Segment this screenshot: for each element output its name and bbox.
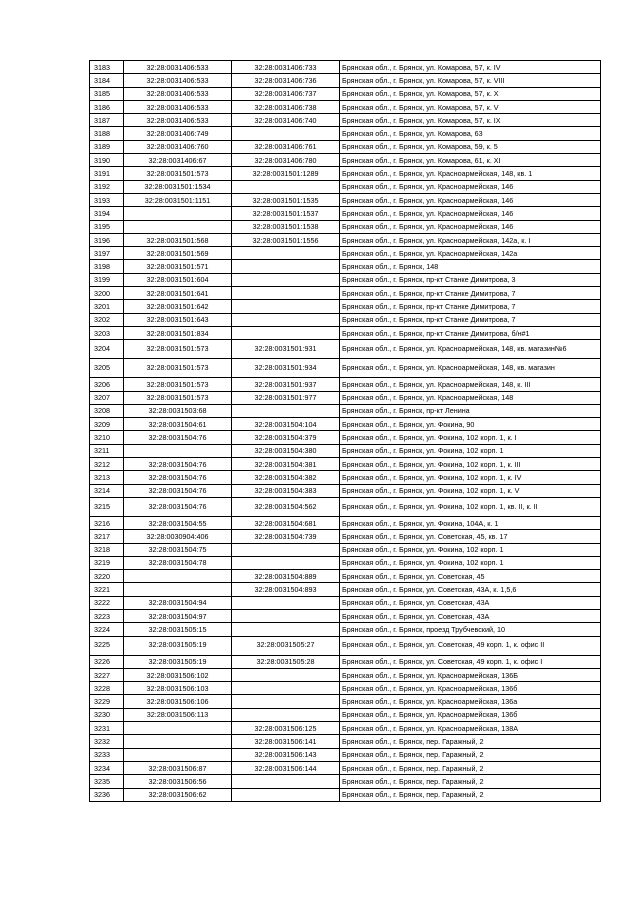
- address-cell: Брянская обл., г. Брянск, ул. Советская, 43А, к. 1,5,6: [340, 583, 601, 596]
- address-cell: Брянская обл., г. Брянск, ул. Фокина, 102 корп. 1, к. V: [340, 484, 601, 497]
- cadastral-number-cell: 32:28:0031501:1556: [232, 233, 340, 246]
- row-number-cell: 3191: [90, 167, 124, 180]
- parent-cadastral-number-cell: [124, 748, 232, 761]
- address-cell: Брянская обл., г. Брянск, ул. Советская, 43А: [340, 609, 601, 622]
- address-cell: Брянская обл., г. Брянск, пр-кт Ленина: [340, 404, 601, 417]
- address-cell: Брянская обл., г. Брянск, ул. Красноармейская, 136б: [340, 682, 601, 695]
- row-number-cell: 3216: [90, 516, 124, 529]
- address-cell: Брянская обл., г. Брянск, ул. Фокина, 102 корп. 1, к. I: [340, 431, 601, 444]
- table-row: [90, 167, 601, 180]
- cadastral-number-cell: 32:28:0031505:28: [232, 655, 340, 668]
- table-row: [90, 273, 601, 286]
- address-cell: Брянская обл., г. Брянск, ул. Красноармейская, 136б: [340, 708, 601, 721]
- address-cell: Брянская обл., г. Брянск, ул. Советская, 45, кв. 17: [340, 530, 601, 543]
- table-row: [90, 74, 601, 87]
- table-row: [90, 735, 601, 748]
- parent-cadastral-number-cell: 32:28:0031506:103: [124, 682, 232, 695]
- cadastral-number-cell: [232, 609, 340, 622]
- table-row: [90, 748, 601, 761]
- row-number-cell: 3229: [90, 695, 124, 708]
- parent-cadastral-number-cell: 32:28:0031501:642: [124, 300, 232, 313]
- address-cell: Брянская обл., г. Брянск, ул. Советская, 45: [340, 570, 601, 583]
- table-row: [90, 682, 601, 695]
- row-number-cell: 3194: [90, 207, 124, 220]
- cadastral-number-cell: 32:28:0031504:739: [232, 530, 340, 543]
- address-cell: Брянская обл., г. Брянск, ул. Комарова, 57, к. X: [340, 87, 601, 100]
- address-cell: Брянская обл., г. Брянск, ул. Фокина, 104А, к. 1: [340, 516, 601, 529]
- cadastral-number-cell: [232, 695, 340, 708]
- cadastral-number-cell: 32:28:0031501:1535: [232, 193, 340, 206]
- table-row: [90, 497, 601, 516]
- row-number-cell: 3220: [90, 570, 124, 583]
- row-number-cell: 3236: [90, 788, 124, 801]
- parent-cadastral-number-cell: 32:28:0031506:113: [124, 708, 232, 721]
- table-row: [90, 431, 601, 444]
- cadastral-number-cell: [232, 127, 340, 140]
- address-cell: Брянская обл., г. Брянск, ул. Красноармейская, 148, кв. магазин№6: [340, 340, 601, 359]
- cadastral-number-cell: 32:28:0031504:379: [232, 431, 340, 444]
- parent-cadastral-number-cell: 32:28:0031504:78: [124, 556, 232, 569]
- address-cell: Брянская обл., г. Брянск, ул. Красноармейская, 146: [340, 180, 601, 193]
- row-number-cell: 3233: [90, 748, 124, 761]
- address-cell: Брянская обл., г. Брянск, ул. Красноармейская, 146: [340, 207, 601, 220]
- row-number-cell: 3212: [90, 458, 124, 471]
- address-cell: Брянская обл., г. Брянск, проезд Трубчевский, 10: [340, 623, 601, 636]
- row-number-cell: 3230: [90, 708, 124, 721]
- address-cell: Брянская обл., г. Брянск, ул. Советская, 49 корп. 1, к. офис II: [340, 636, 601, 655]
- table-row: [90, 471, 601, 484]
- table-row: [90, 543, 601, 556]
- address-cell: Брянская обл., г. Брянск, пер. Гаражный, 2: [340, 735, 601, 748]
- parent-cadastral-number-cell: 32:28:0031504:97: [124, 609, 232, 622]
- table-row: [90, 556, 601, 569]
- cadastral-number-cell: 32:28:0031504:889: [232, 570, 340, 583]
- cadastral-number-cell: [232, 260, 340, 273]
- parent-cadastral-number-cell: [124, 207, 232, 220]
- address-cell: Брянская обл., г. Брянск, пр-кт Станке Димитрова, 7: [340, 313, 601, 326]
- row-number-cell: 3224: [90, 623, 124, 636]
- parent-cadastral-number-cell: 32:28:0031406:533: [124, 100, 232, 113]
- cadastral-number-cell: 32:28:0031506:144: [232, 761, 340, 774]
- row-number-cell: 3219: [90, 556, 124, 569]
- table-row: [90, 655, 601, 668]
- address-cell: Брянская обл., г. Брянск, 148: [340, 260, 601, 273]
- row-number-cell: 3190: [90, 154, 124, 167]
- parent-cadastral-number-cell: 32:28:0031506:62: [124, 788, 232, 801]
- row-number-cell: 3183: [90, 61, 124, 74]
- cadastral-number-cell: [232, 708, 340, 721]
- table-row: [90, 100, 601, 113]
- parent-cadastral-number-cell: 32:28:0031501:1151: [124, 193, 232, 206]
- address-cell: Брянская обл., г. Брянск, ул. Красноармейская, 136а: [340, 695, 601, 708]
- parent-cadastral-number-cell: 32:28:0031501:643: [124, 313, 232, 326]
- parent-cadastral-number-cell: 32:28:0031505:19: [124, 655, 232, 668]
- table-row: [90, 359, 601, 378]
- parent-cadastral-number-cell: [124, 570, 232, 583]
- cadastral-number-cell: [232, 596, 340, 609]
- parent-cadastral-number-cell: [124, 735, 232, 748]
- row-number-cell: 3227: [90, 668, 124, 681]
- cadastral-number-cell: 32:28:0031504:383: [232, 484, 340, 497]
- row-number-cell: 3198: [90, 260, 124, 273]
- address-cell: Брянская обл., г. Брянск, ул. Фокина, 102 корп. 1, кв. II, к. II: [340, 497, 601, 516]
- cadastral-number-cell: 32:28:0031406:780: [232, 154, 340, 167]
- parent-cadastral-number-cell: 32:28:0031501:604: [124, 273, 232, 286]
- address-cell: Брянская обл., г. Брянск, ул. Фокина, 90: [340, 418, 601, 431]
- address-cell: Брянская обл., г. Брянск, ул. Комарова, 57, к. VIII: [340, 74, 601, 87]
- cadastral-number-cell: 32:28:0031506:125: [232, 722, 340, 735]
- address-cell: Брянская обл., г. Брянск, ул. Советская, 49 корп. 1, к. офис I: [340, 655, 601, 668]
- table-row: [90, 775, 601, 788]
- parent-cadastral-number-cell: 32:28:0031504:61: [124, 418, 232, 431]
- parent-cadastral-number-cell: [124, 722, 232, 735]
- parent-cadastral-number-cell: 32:28:0031406:533: [124, 61, 232, 74]
- parent-cadastral-number-cell: 32:28:0031501:571: [124, 260, 232, 273]
- address-cell: Брянская обл., г. Брянск, пер. Гаражный, 2: [340, 788, 601, 801]
- table-row: [90, 180, 601, 193]
- table-row: [90, 140, 601, 153]
- table-row: [90, 444, 601, 457]
- cadastral-number-cell: 32:28:0031501:937: [232, 378, 340, 391]
- cadastral-number-cell: [232, 543, 340, 556]
- parent-cadastral-number-cell: 32:28:0031505:15: [124, 623, 232, 636]
- table-row: [90, 788, 601, 801]
- cadastral-number-cell: [232, 313, 340, 326]
- cadastral-number-cell: 32:28:0031501:977: [232, 391, 340, 404]
- address-cell: Брянская обл., г. Брянск, ул. Комарова, 57, к. IV: [340, 61, 601, 74]
- parent-cadastral-number-cell: 32:28:0031406:67: [124, 154, 232, 167]
- row-number-cell: 3211: [90, 444, 124, 457]
- parent-cadastral-number-cell: 32:28:0031501:834: [124, 326, 232, 339]
- parent-cadastral-number-cell: 32:28:0031501:573: [124, 167, 232, 180]
- table-row: [90, 722, 601, 735]
- parent-cadastral-number-cell: 32:28:0031504:76: [124, 497, 232, 516]
- cadastral-number-cell: [232, 556, 340, 569]
- row-number-cell: 3203: [90, 326, 124, 339]
- address-cell: Брянская обл., г. Брянск, ул. Комарова, 61, к. XI: [340, 154, 601, 167]
- table-row: [90, 708, 601, 721]
- table-row: [90, 378, 601, 391]
- address-cell: Брянская обл., г. Брянск, пер. Гаражный, 2: [340, 761, 601, 774]
- cadastral-number-cell: 32:28:0031406:738: [232, 100, 340, 113]
- cadastral-number-cell: [232, 287, 340, 300]
- address-cell: Брянская обл., г. Брянск, пр-кт Станке Димитрова, б/н#1: [340, 326, 601, 339]
- table-row: [90, 340, 601, 359]
- parent-cadastral-number-cell: 32:28:0031501:569: [124, 247, 232, 260]
- cadastral-number-cell: 32:28:0031501:934: [232, 359, 340, 378]
- address-cell: Брянская обл., г. Брянск, ул. Красноармейская, 148, кв. магазин: [340, 359, 601, 378]
- address-cell: Брянская обл., г. Брянск, ул. Красноармейская, 138А: [340, 722, 601, 735]
- address-cell: Брянская обл., г. Брянск, ул. Фокина, 102 корп. 1: [340, 444, 601, 457]
- cadastral-number-cell: 32:28:0031504:104: [232, 418, 340, 431]
- row-number-cell: 3228: [90, 682, 124, 695]
- row-number-cell: 3210: [90, 431, 124, 444]
- row-number-cell: 3222: [90, 596, 124, 609]
- address-cell: Брянская обл., г. Брянск, ул. Фокина, 102 корп. 1, к. III: [340, 458, 601, 471]
- cadastral-number-cell: 32:28:0031504:681: [232, 516, 340, 529]
- parent-cadastral-number-cell: 32:28:0031506:102: [124, 668, 232, 681]
- row-number-cell: 3196: [90, 233, 124, 246]
- cadastral-number-cell: [232, 775, 340, 788]
- parent-cadastral-number-cell: 32:28:0031501:573: [124, 340, 232, 359]
- cadastral-number-cell: 32:28:0031504:893: [232, 583, 340, 596]
- parent-cadastral-number-cell: 32:28:0031505:19: [124, 636, 232, 655]
- cadastral-number-cell: 32:28:0031504:382: [232, 471, 340, 484]
- parent-cadastral-number-cell: 32:28:0031506:56: [124, 775, 232, 788]
- table-row: [90, 193, 601, 206]
- parent-cadastral-number-cell: 32:28:0030904:406: [124, 530, 232, 543]
- table-row: [90, 458, 601, 471]
- cadastral-number-cell: 32:28:0031501:1537: [232, 207, 340, 220]
- row-number-cell: 3204: [90, 340, 124, 359]
- table-body: [90, 61, 601, 802]
- table-row: [90, 404, 601, 417]
- row-number-cell: 3218: [90, 543, 124, 556]
- cadastral-number-cell: 32:28:0031406:737: [232, 87, 340, 100]
- row-number-cell: 3235: [90, 775, 124, 788]
- table-row: [90, 247, 601, 260]
- table-row: [90, 530, 601, 543]
- row-number-cell: 3225: [90, 636, 124, 655]
- cadastral-number-cell: 32:28:0031506:141: [232, 735, 340, 748]
- parent-cadastral-number-cell: 32:28:0031406:533: [124, 114, 232, 127]
- row-number-cell: 3234: [90, 761, 124, 774]
- row-number-cell: 3200: [90, 287, 124, 300]
- parent-cadastral-number-cell: 32:28:0031504:76: [124, 471, 232, 484]
- row-number-cell: 3214: [90, 484, 124, 497]
- table-row: [90, 609, 601, 622]
- address-cell: Брянская обл., г. Брянск, ул. Красноармейская, 136Б: [340, 668, 601, 681]
- cadastral-number-cell: [232, 788, 340, 801]
- row-number-cell: 3207: [90, 391, 124, 404]
- parent-cadastral-number-cell: [124, 220, 232, 233]
- row-number-cell: 3226: [90, 655, 124, 668]
- row-number-cell: 3205: [90, 359, 124, 378]
- cadastral-number-cell: 32:28:0031501:1538: [232, 220, 340, 233]
- table-row: [90, 260, 601, 273]
- row-number-cell: 3209: [90, 418, 124, 431]
- cadastral-number-cell: 32:28:0031504:381: [232, 458, 340, 471]
- address-cell: Брянская обл., г. Брянск, ул. Фокина, 102 корп. 1, к. IV: [340, 471, 601, 484]
- row-number-cell: 3221: [90, 583, 124, 596]
- parent-cadastral-number-cell: 32:28:0031406:760: [124, 140, 232, 153]
- table-row: [90, 300, 601, 313]
- row-number-cell: 3199: [90, 273, 124, 286]
- row-number-cell: 3223: [90, 609, 124, 622]
- parent-cadastral-number-cell: 32:28:0031501:1534: [124, 180, 232, 193]
- cadastral-number-cell: [232, 623, 340, 636]
- address-cell: Брянская обл., г. Брянск, пр-кт Станке Димитрова, 7: [340, 300, 601, 313]
- row-number-cell: 3202: [90, 313, 124, 326]
- address-cell: Брянская обл., г. Брянск, ул. Красноармейская, 146: [340, 193, 601, 206]
- parent-cadastral-number-cell: 32:28:0031506:87: [124, 761, 232, 774]
- cadastral-number-cell: 32:28:0031501:1289: [232, 167, 340, 180]
- parent-cadastral-number-cell: 32:28:0031406:533: [124, 87, 232, 100]
- address-cell: Брянская обл., г. Брянск, ул. Фокина, 102 корп. 1: [340, 543, 601, 556]
- address-cell: Брянская обл., г. Брянск, пер. Гаражный, 2: [340, 775, 601, 788]
- row-number-cell: 3186: [90, 100, 124, 113]
- cadastral-register-table: [89, 60, 601, 802]
- address-cell: Брянская обл., г. Брянск, пр-кт Станке Димитрова, 7: [340, 287, 601, 300]
- table-row: [90, 516, 601, 529]
- address-cell: Брянская обл., г. Брянск, ул. Комарова, 57, к. V: [340, 100, 601, 113]
- cadastral-number-cell: [232, 326, 340, 339]
- cadastral-number-cell: 32:28:0031504:562: [232, 497, 340, 516]
- table-row: [90, 127, 601, 140]
- address-cell: Брянская обл., г. Брянск, ул. Красноармейская, 142а, к. I: [340, 233, 601, 246]
- table-row: [90, 636, 601, 655]
- parent-cadastral-number-cell: 32:28:0031504:76: [124, 484, 232, 497]
- parent-cadastral-number-cell: 32:28:0031504:76: [124, 458, 232, 471]
- address-cell: Брянская обл., г. Брянск, пр-кт Станке Димитрова, 3: [340, 273, 601, 286]
- table-row: [90, 418, 601, 431]
- cadastral-number-cell: 32:28:0031506:143: [232, 748, 340, 761]
- cadastral-number-cell: [232, 300, 340, 313]
- address-cell: Брянская обл., г. Брянск, ул. Комарова, 59, к. 5: [340, 140, 601, 153]
- row-number-cell: 3192: [90, 180, 124, 193]
- table-row: [90, 154, 601, 167]
- address-cell: Брянская обл., г. Брянск, ул. Красноармейская, 148, кв. 1: [340, 167, 601, 180]
- parent-cadastral-number-cell: 32:28:0031506:106: [124, 695, 232, 708]
- table-row: [90, 695, 601, 708]
- parent-cadastral-number-cell: 32:28:0031504:55: [124, 516, 232, 529]
- parent-cadastral-number-cell: 32:28:0031504:75: [124, 543, 232, 556]
- table-row: [90, 668, 601, 681]
- table-row: [90, 87, 601, 100]
- table-row: [90, 761, 601, 774]
- row-number-cell: 3206: [90, 378, 124, 391]
- cadastral-number-cell: [232, 682, 340, 695]
- row-number-cell: 3201: [90, 300, 124, 313]
- cadastral-number-cell: [232, 180, 340, 193]
- row-number-cell: 3232: [90, 735, 124, 748]
- cadastral-number-cell: 32:28:0031406:740: [232, 114, 340, 127]
- address-cell: Брянская обл., г. Брянск, ул. Комарова, 63: [340, 127, 601, 140]
- row-number-cell: 3193: [90, 193, 124, 206]
- parent-cadastral-number-cell: 32:28:0031504:76: [124, 431, 232, 444]
- row-number-cell: 3215: [90, 497, 124, 516]
- row-number-cell: 3231: [90, 722, 124, 735]
- table-row: [90, 391, 601, 404]
- cadastral-number-cell: 32:28:0031504:380: [232, 444, 340, 457]
- address-cell: Брянская обл., г. Брянск, ул. Советская, 43А: [340, 596, 601, 609]
- address-cell: Брянская обл., г. Брянск, ул. Красноармейская, 142а: [340, 247, 601, 260]
- address-cell: Брянская обл., г. Брянск, ул. Красноармейская, 148, к. III: [340, 378, 601, 391]
- table-row: [90, 596, 601, 609]
- row-number-cell: 3217: [90, 530, 124, 543]
- cadastral-number-cell: 32:28:0031501:931: [232, 340, 340, 359]
- parent-cadastral-number-cell: 32:28:0031501:573: [124, 391, 232, 404]
- parent-cadastral-number-cell: 32:28:0031406:533: [124, 74, 232, 87]
- row-number-cell: 3184: [90, 74, 124, 87]
- table-row: [90, 313, 601, 326]
- parent-cadastral-number-cell: [124, 444, 232, 457]
- table-row: [90, 220, 601, 233]
- parent-cadastral-number-cell: 32:28:0031503:68: [124, 404, 232, 417]
- table-row: [90, 484, 601, 497]
- parent-cadastral-number-cell: [124, 583, 232, 596]
- row-number-cell: 3185: [90, 87, 124, 100]
- table-row: [90, 570, 601, 583]
- address-cell: Брянская обл., г. Брянск, ул. Красноармейская, 146: [340, 220, 601, 233]
- parent-cadastral-number-cell: 32:28:0031406:749: [124, 127, 232, 140]
- address-cell: Брянская обл., г. Брянск, ул. Красноармейская, 148: [340, 391, 601, 404]
- cadastral-number-cell: 32:28:0031505:27: [232, 636, 340, 655]
- table-row: [90, 287, 601, 300]
- cadastral-number-cell: [232, 668, 340, 681]
- address-cell: Брянская обл., г. Брянск, ул. Фокина, 102 корп. 1: [340, 556, 601, 569]
- row-number-cell: 3197: [90, 247, 124, 260]
- parent-cadastral-number-cell: 32:28:0031504:94: [124, 596, 232, 609]
- parent-cadastral-number-cell: 32:28:0031501:573: [124, 378, 232, 391]
- table-row: [90, 207, 601, 220]
- table-row: [90, 326, 601, 339]
- row-number-cell: 3208: [90, 404, 124, 417]
- row-number-cell: 3187: [90, 114, 124, 127]
- parent-cadastral-number-cell: 32:28:0031501:641: [124, 287, 232, 300]
- address-cell: Брянская обл., г. Брянск, ул. Комарова, 57, к. IX: [340, 114, 601, 127]
- table-row: [90, 623, 601, 636]
- cadastral-number-cell: 32:28:0031406:761: [232, 140, 340, 153]
- cadastral-number-cell: 32:28:0031406:736: [232, 74, 340, 87]
- table-row: [90, 233, 601, 246]
- parent-cadastral-number-cell: 32:28:0031501:573: [124, 359, 232, 378]
- table-row: [90, 583, 601, 596]
- row-number-cell: 3189: [90, 140, 124, 153]
- table-row: [90, 61, 601, 74]
- parent-cadastral-number-cell: 32:28:0031501:568: [124, 233, 232, 246]
- row-number-cell: 3188: [90, 127, 124, 140]
- cadastral-number-cell: [232, 404, 340, 417]
- address-cell: Брянская обл., г. Брянск, пер. Гаражный, 2: [340, 748, 601, 761]
- cadastral-number-cell: [232, 247, 340, 260]
- table-row: [90, 114, 601, 127]
- cadastral-number-cell: [232, 273, 340, 286]
- cadastral-number-cell: 32:28:0031406:733: [232, 61, 340, 74]
- row-number-cell: 3213: [90, 471, 124, 484]
- row-number-cell: 3195: [90, 220, 124, 233]
